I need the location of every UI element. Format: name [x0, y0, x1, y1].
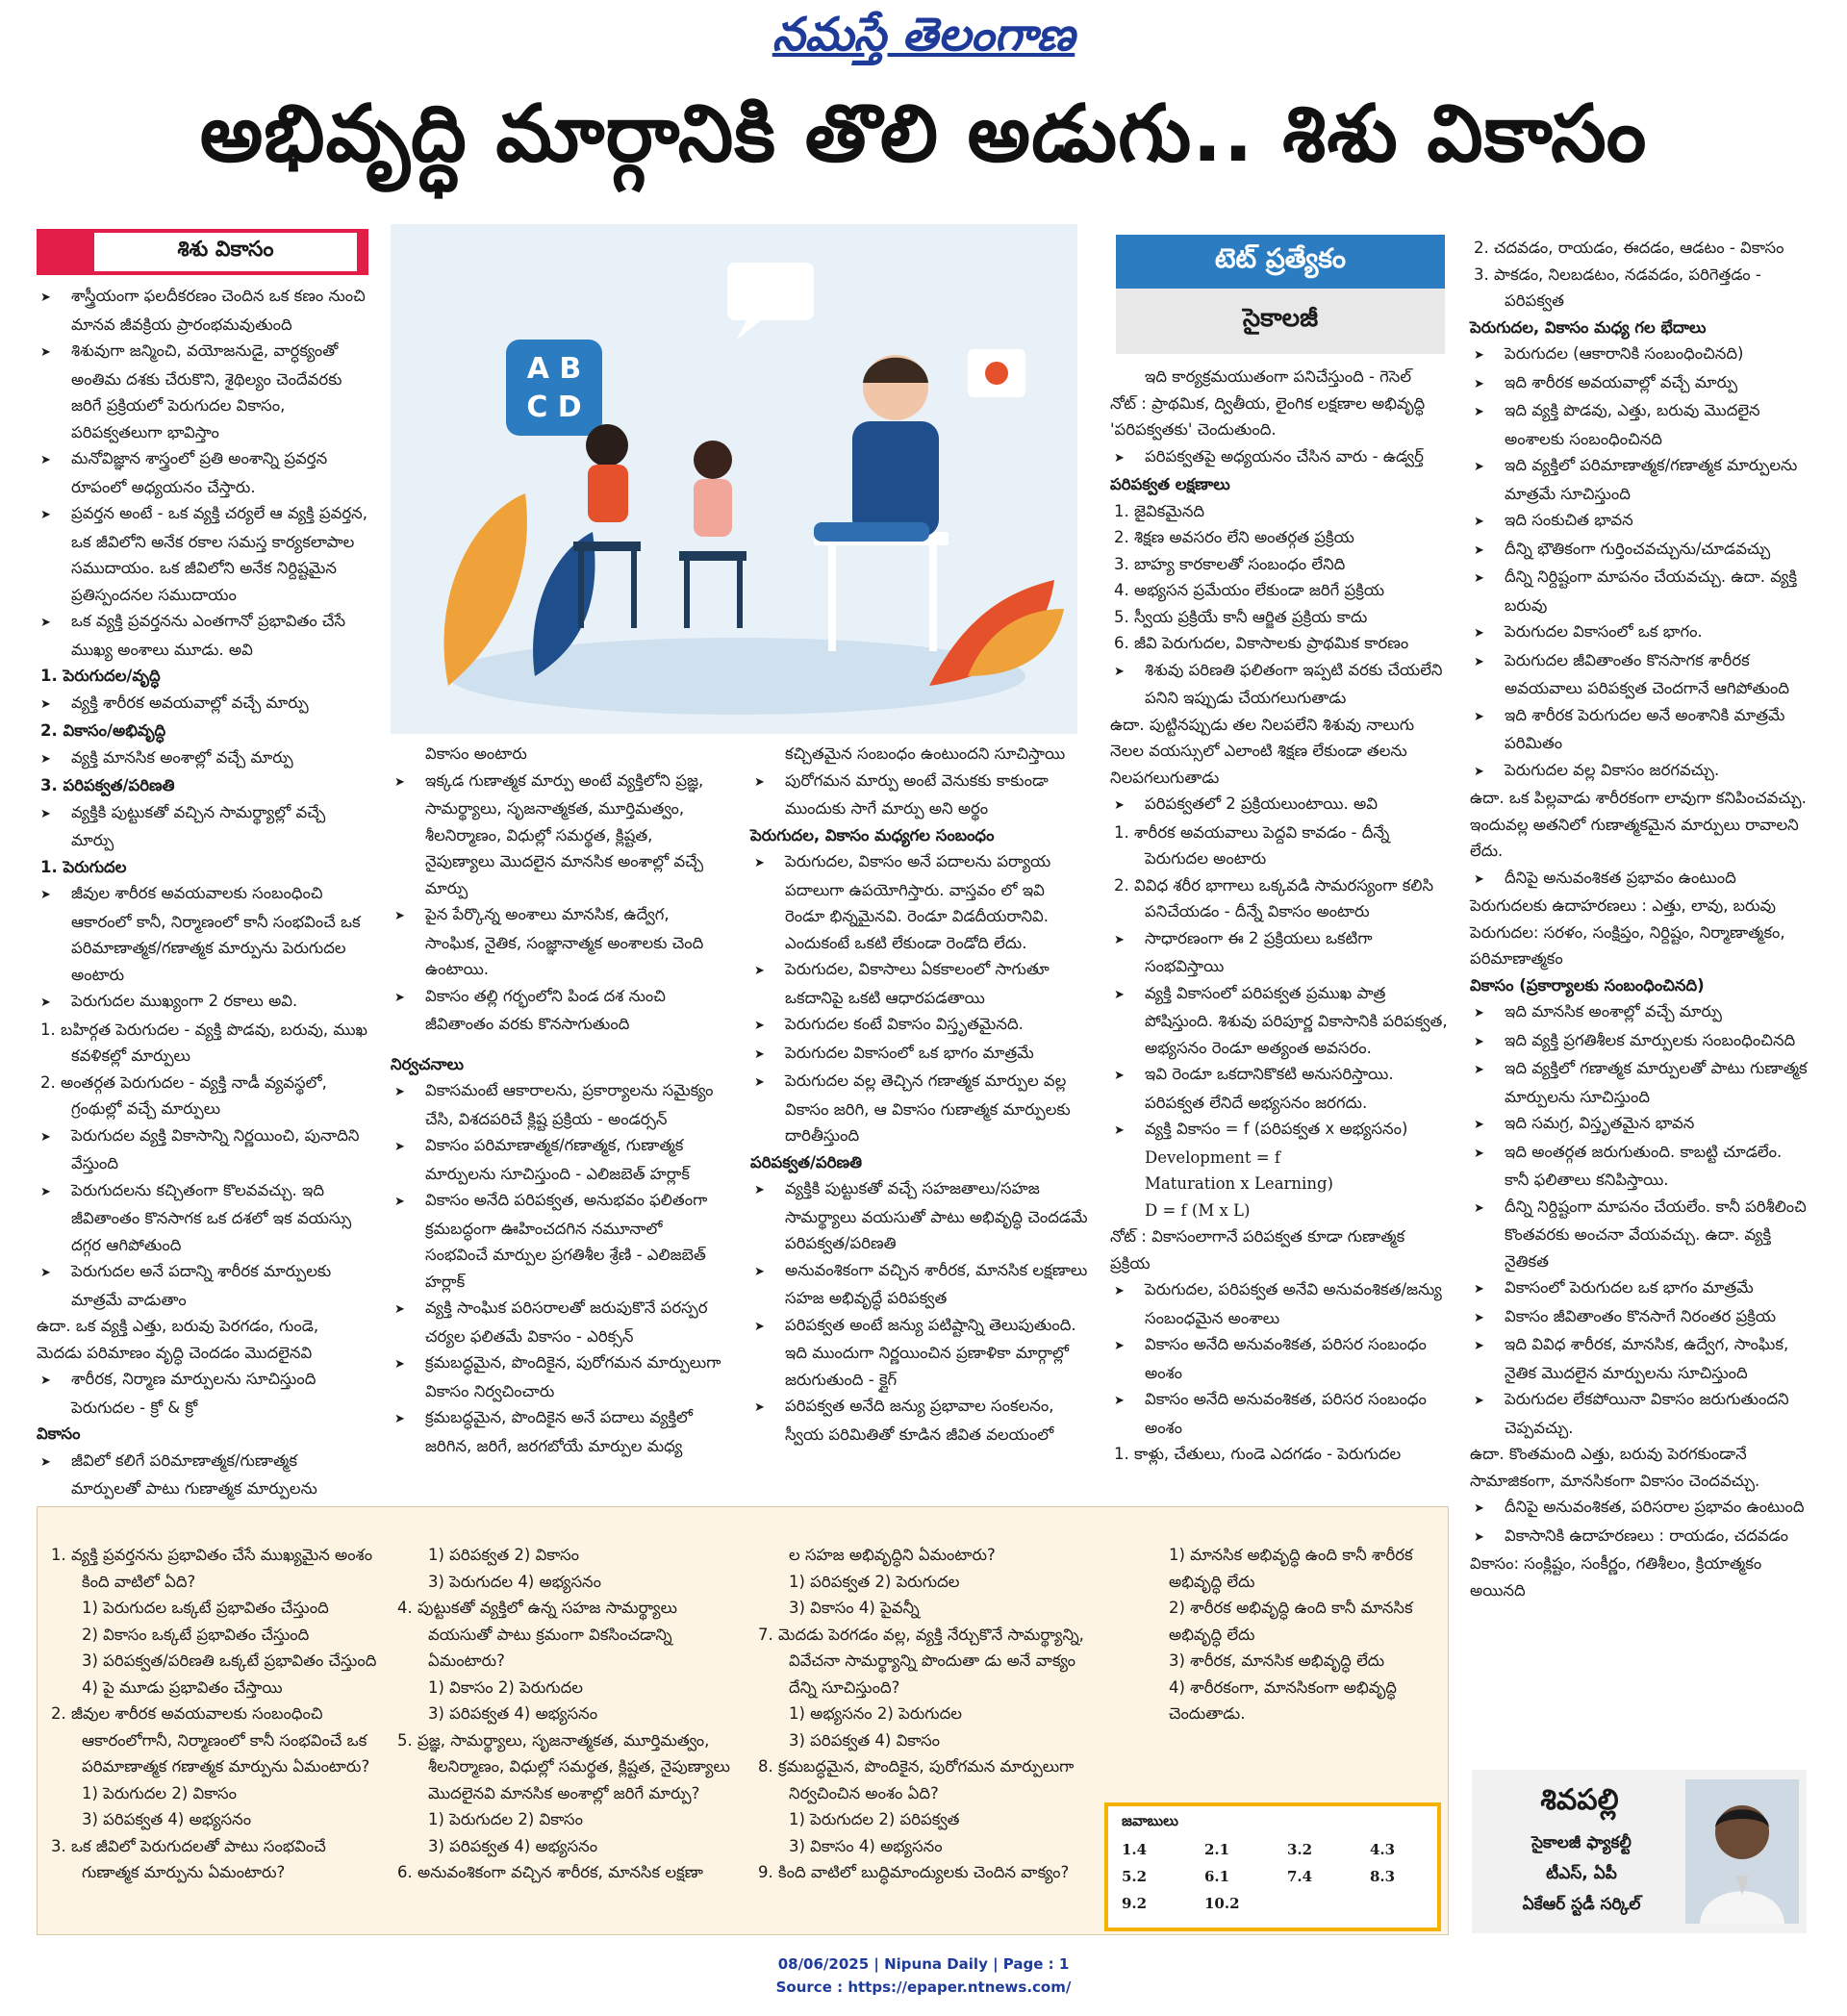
- bullet-item: ➤ ఇది వివిధ శారీరక, మానసిక, ఉద్వేగ, సాంఘిక, నైతిక మొదలైన మార్పులను సూచిస్తుంది: [1470, 1331, 1809, 1386]
- bullet-item: ➤ పెరుగుదల ముఖ్యంగా 2 రకాలు అవి.: [37, 988, 368, 1017]
- bullet-item: ➤ దీన్ని నిర్దిష్టంగా మాపనం చేయలేం. కానీ పరిశీలించి కొంతవరకు అంచనా వేయవచ్చు. ఉదా. వ్యక్తి నైతికత: [1470, 1194, 1809, 1275]
- bullet-item: ➤ ఇది వ్యక్తి ప్రగతిశీలక మార్పులకు సంబంధించినది: [1470, 1027, 1809, 1056]
- bullet-item: ➤ వికాసం తల్లి గర్భంలోని పిండ దశ నుంచి జీవితాంతం వరకు కొనసాగుతుంది: [391, 983, 722, 1038]
- bullet-item: ➤ వికాసం అనేది పరిపక్వత, అనుభవం ఫలితంగా క్రమబద్ధంగా ఊహించదగిన నమూనాలో సంభవించే మార్పుల ప్రగతిశీల శ్రేణి - ఎలిజబెత్ హర్లాక్: [391, 1187, 722, 1295]
- question-text: 2. జీవుల శారీరక అవయవాలకు సంబంధించి ఆకారంలోగానీ, నిర్మాణంలో కానీ సంభవించే ఒక పరిమాణాత్మక గణాత్మక మార్పును ఏమంటారు?: [51, 1704, 370, 1776]
- tet-special-label: టెట్ ప్రత్యేకం: [1116, 235, 1445, 289]
- questions-column-4: [1134, 1542, 1423, 1727]
- question-options: 3) పెరుగుదల 4) అభ్యసనం: [428, 1572, 601, 1591]
- question-text: 1. వ్యక్తి ప్రవర్తనను ప్రభావితం చేసే ముఖ్యమైన అంశం కింది వాటిలో ఏది?: [51, 1546, 373, 1591]
- question-options: 4) పై మూడు ప్రభావితం చేస్తాయి: [82, 1677, 283, 1697]
- questions-column-1: [47, 1542, 379, 1886]
- author-designation: [1481, 1827, 1682, 1920]
- bullet-item: ➤ పెరుగుదల, వికాసం అనే పదాలను పర్యాయ పదాలుగా ఉపయోగిస్తారు. వాస్తవం లో ఇవి రెండూ భిన్నమైనవి. రెండూ విడదీయరానివి. ఎందుకంటే ఒకటి లేకుండా రెండోది లేదు.: [750, 848, 1089, 956]
- bullet-item: ➤ పైన పేర్కొన్న అంశాలు మానసిక, ఉద్వేగ, సాంఘిక, నైతిక, సంజ్ఞానాత్మక అంశాలకు చెంది ఉంటాయి.: [391, 901, 722, 983]
- bullet-item: ➤ ఇది వ్యక్తిలో పరిమాణాత్మక/గణాత్మక మార్పులను మాత్రమే సూచిస్తుంది: [1470, 452, 1809, 507]
- question-options: 1) పెరుగుదల 2) పరిపక్వత: [789, 1810, 960, 1828]
- numbered-item: 2. వికాసం/అభివృద్ధి: [40, 721, 166, 740]
- question-options: 3) శారీరక, మానసిక అభివృద్ధి లేదు: [1169, 1651, 1385, 1670]
- numbered-item: 1. శారీరక అవయవాలు పెద్దవి కావడం - దీన్నే పెరుగుదల అంటారు: [1114, 822, 1390, 868]
- subheading: నిర్వచనాలు: [391, 1054, 465, 1073]
- illustration: [391, 224, 1077, 734]
- formula-line: Maturation x Learning): [1145, 1174, 1333, 1193]
- answer-key-box: [1104, 1802, 1441, 1931]
- numbered-item: 3. పాకడం, నిలబడటం, నడవడం, పరిగెత్తడం - పరిపక్వత: [1474, 265, 1761, 310]
- paragraph: వికాసం: సంక్లిష్టం, సంకీర్ణం, గతిశీలం, క్రియాత్మకం అయినది: [1470, 1554, 1762, 1600]
- article-column-1: [37, 283, 368, 1528]
- bullet-item: ➤ శిశువు పరిణతి ఫలితంగా ఇప్పటి వరకు చేయలేని పనిని ఇప్పుడు చేయగలుగుతాడు: [1110, 657, 1449, 712]
- numbered-item: 1. పెరుగుదల/వృద్ధి: [40, 667, 161, 685]
- continued-text: వికాసం అంటారు: [425, 744, 527, 763]
- bullet-item: ➤ వ్యక్తి సాంఘిక పరిసరాలతో జరుపుకొనే పరస్పర చర్యల ఫలితమే వికాసం - ఎరిక్సన్: [391, 1295, 722, 1349]
- bullet-item: ➤ వికాసానికి ఉదాహరణలు : రాయడం, చదవడం: [1470, 1523, 1809, 1551]
- question-options: 2) శారీరక అభివృద్ధి ఉంది కానీ మానసిక అభివృద్ధి లేదు: [1169, 1599, 1413, 1644]
- answer-item: 7.4: [1287, 1868, 1313, 1885]
- bullet-item: ➤ ఇది అంతర్గత జరుగుతుంది. కాబట్టి చూడలేం. కానీ ఫలితాలు కనిపిస్తాయి.: [1470, 1139, 1809, 1194]
- numbered-item: 1. పెరుగుదల: [40, 857, 127, 876]
- answer-item: 8.3: [1370, 1868, 1396, 1885]
- author-box: [1472, 1770, 1807, 1933]
- question-text: 5. ప్రజ్ఞ, సామర్థ్యాలు, సృజనాత్మకత, మూర్తిమత్వం, శీలనిర్మాణం, విధుల్లో సమర్థత, క్లిష్టత, నైపుణ్యాలు మొదలైనవి మానసిక అంశాల్లో జరిగే మార్పు?: [397, 1730, 730, 1802]
- bullet-item: ➤ దీనిపై అనువంశికత, పరిసరాల ప్రభావం ఉంటుంది: [1470, 1494, 1809, 1523]
- paragraph: ఉదా. ఒక పిల్లవాడు శారీరకంగా లావుగా కనిపించవచ్చు. ఇందువల్ల అతనిలో గుణాత్మకమైన మార్పులు రావాలని లేదు.: [1470, 789, 1807, 860]
- teacher-children-illustration: [391, 224, 1077, 734]
- bullet-item: ➤ వికాసం అనేది అనువంశికత, పరిసర సంబంధం అంశం: [1110, 1331, 1449, 1386]
- bullet-item: ➤ అనువంశికంగా వచ్చిన శారీరక, మానసిక లక్షణాలు సహజ అభివృద్ధే పరిపక్వత: [750, 1257, 1089, 1312]
- subheading: పెరుగుదల, వికాసం మధ్యగల సంబంధం: [750, 825, 995, 844]
- bullet-item: ➤ వికాసం అనేది అనువంశికత, పరిసర సంబంధం అంశం: [1110, 1386, 1449, 1441]
- question-text: 8. క్రమబద్ధమైన, పొందికైన, పురోగమన మార్పులుగా నిర్వచించిన అంశం ఏది?: [758, 1757, 1075, 1802]
- bullet-item: ➤ క్రమబద్ధమైన, పొందికైన, పురోగమన మార్పులుగా వికాసం నిర్వచించారు: [391, 1349, 722, 1404]
- paragraph: పెరుగుదల: సరళం, సంక్షిప్తం, నిర్దిష్టం, నిర్మాణాత్మకం, పరిమాణాత్మకం: [1470, 922, 1785, 968]
- paragraph: ఉదా. పుట్టినప్పుడు తల నిలపలేని శిశువు నాలుగు నెలల వయస్సులో ఎలాంటి శిక్షణ లేకుండా తలను నిలపగలుగుతాడు: [1110, 715, 1415, 787]
- answer-key-title: జవాబులు: [1122, 1812, 1178, 1829]
- question-options: 3) వికాసం 4) పైవన్నీ: [789, 1599, 920, 1617]
- abc-board-line2: C D: [526, 391, 582, 424]
- bullet-item: ➤ పెరుగుదల, వికాసాలు ఏకకాలంలో సాగుతూ ఒకదానిపై ఒకటి ఆధారపడతాయి: [750, 956, 1089, 1011]
- bullet-item: ➤ పెరుగుదల అనే పదాన్ని శారీరక మార్పులకు మాత్రమే వాడుతాం: [37, 1258, 368, 1313]
- bullet-item: ➤ పెరుగుదల జీవితాంతం కొనసాగక శారీరక అవయవాలు పరిపక్వత చెందగానే ఆగిపోతుంది: [1470, 647, 1809, 702]
- bullet-item: ➤ ఇది వ్యక్తిలో గణాత్మక మార్పులతో పాటు గుణాత్మక మార్పులను సూచిస్తుంది: [1470, 1055, 1809, 1110]
- bullet-item: ➤ పెరుగుదల వల్ల తెచ్చిన గణాత్మక మార్పుల వల్ల వికాసం జరిగి, ఆ వికాసం గుణాత్మక మార్పులకు దారితీస్తుంది: [750, 1068, 1089, 1149]
- paragraph: ఉదా. ఒక వ్యక్తి ఎత్తు, బరువు పెరగడం, గుండె, మెదడు పరిమాణం వృద్ధి చెందడం మొదలైనవి: [37, 1317, 319, 1362]
- spacer: [391, 1038, 722, 1051]
- headline: అభివృద్ధి మార్గానికి తొలి అడుగు.. శిశు వికాసం: [199, 88, 1648, 180]
- bullet-item: ➤ పెరుగుదల వల్ల వికాసం జరగవచ్చు.: [1470, 757, 1809, 786]
- paragraph: ఉదా. కొంతమంది ఎత్తు, బరువు పెరగకుండానే సామాజికంగా, మానసికంగా వికాసం చెందవచ్చు.: [1470, 1445, 1760, 1490]
- question-options: 2) వికాసం ఒక్కటే ప్రభావితం చేస్తుంది: [82, 1625, 310, 1644]
- bullet-item: ➤ పెరుగుదల లేకపోయినా వికాసం జరుగుతుందని చెప్పవచ్చు.: [1470, 1386, 1809, 1441]
- author-line2: టీఎస్, ఏపీ: [1546, 1864, 1617, 1883]
- bullet-item: ➤ ఇక్కడ గుణాత్మక మార్పు అంటే వ్యక్తిలోని ప్రజ్ఞ, సామర్థ్యాలు, సృజనాత్మకత, మూర్తిమత్వం, శీలనిర్మాణం, విధుల్లో సమర్థత, క్లిష్టత, నైపుణ్యాలు మొదలైన మానసిక అంశాల్లో వచ్చే మార్పు: [391, 768, 722, 902]
- continued-text: ఇది కార్యక్రమయుతంగా పనిచేస్తుంది - గెసెల్: [1145, 367, 1412, 386]
- paragraph: నోట్ : ప్రాథమిక, ద్వితీయ, లైంగిక లక్షణాల అభివృద్ధి 'పరిపక్వతకు' చెందుతుంది.: [1110, 393, 1426, 439]
- author-photo: [1685, 1779, 1799, 1924]
- footer-date-line: 08/06/2025 | Nipuna Daily | Page : 1: [777, 1955, 1070, 1973]
- numbered-item: 3. బాహ్య కారకాలతో సంబంధం లేనిది: [1114, 554, 1346, 573]
- question-options: 3) పరిపక్వత 4) వికాసం: [789, 1730, 941, 1750]
- question-options: 1) పెరుగుదల ఒక్కటే ప్రభావితం చేస్తుంది: [82, 1599, 329, 1617]
- bullet-item: ➤ ఇది శారీరక అవయవాల్లో వచ్చే మార్పు: [1470, 369, 1809, 398]
- section-label: [37, 229, 368, 275]
- paragraph: పెరుగుదలకు ఉదాహరణలు : ఎత్తు, లావు, బరువు: [1470, 896, 1777, 915]
- question-options: 3) పరిపక్వత/పరిణతి ఒక్కటే ప్రభావితం చేస్తుంది: [82, 1651, 377, 1670]
- bullet-item: ➤ ఒక వ్యక్తి ప్రవర్తనను ఎంతగానో ప్రభావితం చేసే ముఖ్య అంశాలు మూడు. అవి: [37, 608, 368, 663]
- bullet-item: ➤ దీన్ని నిర్దిష్టంగా మాపనం చేయవచ్చు. ఉదా. వ్యక్తి బరువు: [1470, 564, 1809, 618]
- question-options: 3) పరిపక్వత 4) అభ్యసనం: [428, 1836, 598, 1855]
- question-options: 1) మానసిక అభివృద్ధి ఉంది కానీ శారీరక అభివృద్ధి లేదు: [1169, 1546, 1413, 1591]
- formula-line: D = f (M x L): [1145, 1200, 1251, 1220]
- bullet-item: ➤ ఇది శారీరక పెరుగుదల అనే అంశానికి మాత్రమే పరిమితం: [1470, 702, 1809, 757]
- answer-item: 4.3: [1370, 1841, 1396, 1858]
- paragraph: నోట్ : వికాసంలాగానే పరిపక్వత కూడా గుణాత్మక ప్రక్రియ: [1110, 1227, 1405, 1273]
- numbered-item: 2. వివిధ శరీర భాగాలు ఒక్కవడి సామరస్యంగా కలిసి పనిచేయడం - దీన్నే వికాసం అంటారు: [1114, 875, 1434, 920]
- subheading: పరిపక్వత లక్షణాలు: [1110, 475, 1230, 493]
- bullet-item: ➤ వ్యక్తికి పుట్టుకతో వచ్చే సహజతాలు/సహజ సామర్థ్యాలు వయసుతో పాటు అభివృద్ధి చెందడమే పరిపక్వత/పరిణతి: [750, 1175, 1089, 1257]
- numbered-item: 4. అభ్యసన ప్రమేయం లేకుండా జరిగే ప్రక్రియ: [1114, 581, 1385, 599]
- bullet-item: ➤ ఇది వ్యక్తి పొడవు, ఎత్తు, బరువు మొదలైన అంశాలకు సంబంధించినది: [1470, 397, 1809, 452]
- bullet-item: ➤ పెరుగుదల వ్యక్తి వికాసాన్ని నిర్ణయించి, పునాదిని వేస్తుంది: [37, 1122, 368, 1177]
- bullet-item: ➤ మనోవిజ్ఞాన శాస్త్రంలో ప్రతి అంశాన్ని ప్రవర్తన రూపంలో అధ్యయనం చేస్తారు.: [37, 445, 368, 500]
- bullet-item: ➤ వ్యక్తి మానసిక అంశాల్లో వచ్చే మార్పు: [37, 744, 368, 773]
- bullet-item: ➤ పెరుగుదల, పరిపక్వత అనేవి అనువంశికత/జన్యు సంబంధమైన అంశాలు: [1110, 1276, 1449, 1331]
- bullet-item: ➤ శాస్త్రీయంగా ఫలదీకరణం చెందిన ఒక కణం నుంచి మానవ జీవక్రియ ప్రారంభమవుతుంది: [37, 283, 368, 338]
- continued-text: కచ్చితమైన సంబంధం ఉంటుందని సూచిస్తాయి: [785, 744, 1066, 763]
- bullet-item: ➤ ఇది సంకుచిత భావన: [1470, 507, 1809, 536]
- question-text: 3. ఒక జీవిలో పెరుగుదలతో పాటు సంభవించే గుణాత్మక మార్పును ఏమంటారు?: [51, 1836, 326, 1881]
- bullet-item: ➤ ఇవి రెండూ ఒకదానికొకటి అనుసరిస్తాయి. పరిపక్వత లేనిదే అభ్యసనం జరగదు.: [1110, 1061, 1449, 1116]
- bullet-item: ➤ పరిపక్వత అనేది జన్యు ప్రభావాల సంకలనం, స్వీయ పరిమితితో కూడిన జీవిత వలయంలో: [750, 1393, 1089, 1448]
- numbered-item: 2. అంతర్గత పెరుగుదల - వ్యక్తి నాడీ వ్యవస్థలో, గ్రంథుల్లో వచ్చే మార్పులు: [40, 1072, 327, 1118]
- bullet-item: ➤ శారీరక, నిర్మాణ మార్పులను సూచిస్తుంది పెరుగుదల - క్రో & క్రో: [37, 1366, 368, 1421]
- numbered-item: 1. జైవికమైనది: [1114, 501, 1205, 520]
- bullet-item: ➤ వికాసం జీవితాంతం కొనసాగే నిరంతర ప్రక్రియ: [1470, 1303, 1809, 1332]
- question-text: 7. మెదడు పెరగడం వల్ల, వ్యక్తి నేర్చుకొనే సామర్థ్యాన్ని, వివేచనా సామర్థ్యాన్ని పొందుతా డు అనే వాక్యం దేన్ని సూచిస్తుంది?: [758, 1625, 1084, 1697]
- question-options: 1) వికాసం 2) పెరుగుదల: [428, 1677, 583, 1697]
- bullet-item: ➤ పెరుగుదల వికాసంలో ఒక భాగం మాత్రమే: [750, 1040, 1089, 1069]
- numbered-item: 5. స్వీయ ప్రక్రియే కానీ ఆర్జిత ప్రక్రియ కాదు: [1114, 607, 1368, 626]
- bullet-item: ➤ ఇది సమగ్ర, విస్తృతమైన భావన: [1470, 1110, 1809, 1139]
- bullet-item: ➤ వ్యక్తి వికాసం = f (పరిపక్వత x అభ్యసనం): [1110, 1116, 1449, 1145]
- author-name: శివపల్లి: [1540, 1783, 1619, 1817]
- page-footer: [0, 1953, 1847, 1999]
- numbered-item: 1. కాళ్లు, చేతులు, గుండె ఎదగడం - పెరుగుదల: [1114, 1445, 1402, 1463]
- answer-item: 10.2: [1204, 1895, 1240, 1912]
- question-text: 4. పుట్టుకతో వ్యక్తిలో ఉన్న సహజ సామర్థ్యాలు వయసుతో పాటు క్రమంగా వికసించడాన్ని ఏమంటారు?: [397, 1599, 678, 1670]
- bullet-item: ➤ పురోగమన మార్పు అంటే వెనుకకు కాకుండా ముందుకు సాగే మార్పు అని అర్థం: [750, 768, 1089, 822]
- article-column-2: [391, 741, 722, 1459]
- bullet-item: ➤ వికాసమంటే ఆకారాలను, ప్రకార్యాలను సమైక్యం చేసి, విశదపరిచే క్లిష్ట ప్రక్రియ - అండర్సన్: [391, 1077, 722, 1132]
- author-line1: సైకాలజీ ఫ్యాకల్టీ: [1531, 1833, 1632, 1852]
- bullet-item: ➤ పెరుగుదల కంటే వికాసం విస్తృతమైనది.: [750, 1011, 1089, 1040]
- question-options: 3) వికాసం 4) అభ్యసనం: [789, 1836, 943, 1855]
- question-options: 1) పరిపక్వత 2) వికాసం: [428, 1546, 580, 1564]
- subheading: వికాసం (ప్రకార్యాలకు సంబంధించినది): [1470, 975, 1705, 995]
- question-options: 1) అభ్యసనం 2) పెరుగుదల: [789, 1704, 962, 1723]
- answer-item: 3.2: [1287, 1841, 1313, 1858]
- answer-item: 2.1: [1204, 1841, 1230, 1858]
- subheading: పరిపక్వత/పరిణతి: [750, 1152, 863, 1172]
- bullet-item: ➤ సాధారణంగా ఈ 2 ప్రక్రియలు ఒకటిగా సంభవిస్తాయి: [1110, 925, 1449, 980]
- bullet-item: ➤ పెరుగుదల (ఆకారానికి సంబంధించినది): [1470, 340, 1809, 369]
- bullet-item: ➤ వ్యక్తికి పుట్టుకతో వచ్చిన సామర్థ్యాల్లో వచ్చే మార్పు: [37, 799, 368, 854]
- bullet-item: ➤ వ్యక్తి వికాసంలో పరిపక్వత ప్రముఖ పాత్ర పోషిస్తుంది. శిశువు పరిపూర్ణ వికాసానికి పరిపక్వత, అభ్యసనం రెండూ అత్యంత అవసరం.: [1110, 980, 1449, 1062]
- question-text: 6. అనువంశికంగా వచ్చిన శారీరక, మానసిక లక్షణా: [397, 1863, 703, 1881]
- subheading: వికాసం: [37, 1424, 81, 1443]
- author-line3: ఏకేఆర్ స్టడీ సర్కిల్: [1522, 1895, 1641, 1914]
- bullet-item: ➤ పెరుగుదలను కచ్చితంగా కొలవవచ్చు. ఇది జీవితాంతం కొనసాగక ఒక దశలో ఇక వయస్సు దగ్గర ఆగిపోతుంది: [37, 1177, 368, 1259]
- subheading: పెరుగుదల, వికాసం మధ్య గల భేదాలు: [1470, 317, 1707, 337]
- formula-line: Development = f: [1145, 1147, 1280, 1167]
- numbered-item: 2. శిక్షణ అవసరం లేని అంతర్గత ప్రక్రియ: [1114, 528, 1354, 546]
- bullet-item: ➤ దీన్ని భౌతికంగా గుర్తించవచ్చును/చూడవచ్చు: [1470, 536, 1809, 565]
- bullet-item: ➤ వ్యక్తి శారీరక అవయవాల్లో వచ్చే మార్పు: [37, 690, 368, 718]
- numbered-item: 3. పరిపక్వత/పరిణతి: [40, 776, 175, 794]
- question-options: 1) పెరుగుదల 2) వికాసం: [428, 1810, 583, 1828]
- question-options: 3) పరిపక్వత 4) అభ్యసనం: [82, 1810, 252, 1828]
- bullet-item: ➤ దీనిపై అనువంశికత ప్రభావం ఉంటుంది: [1470, 865, 1809, 894]
- question-options: 4) శారీరకంగా, మానసికంగా అభివృద్ధి చెందుతాడు.: [1169, 1677, 1397, 1723]
- answer-item: 5.2: [1122, 1868, 1148, 1885]
- footer-source-line: Source : https://epaper.ntnews.com/: [775, 1978, 1072, 1996]
- bullet-item: ➤ వికాసంలో పెరుగుదల ఒక భాగం మాత్రమే: [1470, 1274, 1809, 1303]
- bullet-item: ➤ పరిపక్వతలో 2 ప్రక్రియలుంటాయి. అవి: [1110, 791, 1449, 819]
- bullet-item: ➤ పరిపక్వత అంటే జన్యు పటిష్టాన్ని తెలుపుతుంది. ఇది ముందుగా నిర్ణయించిన ప్రణాళికా మార్గాల్లో జరుగుతుంది - క్లైగ్: [750, 1312, 1089, 1394]
- bullet-item: ➤ జీవుల శారీరక అవయవాలకు సంబంధించి ఆకారంలో కానీ, నిర్మాణంలో కానీ సంభవించే ఒక పరిమాణాత్మక/గణాత్మక మార్పును పెరుగుదల అంటారు: [37, 880, 368, 988]
- numbered-item: 1. బహిర్గత పెరుగుదల - వ్యక్తి పొడవు, బరువు, ముఖ కవళికల్లో మార్పులు: [40, 1020, 367, 1065]
- bullet-item: ➤ పెరుగుదల వికాసంలో ఒక భాగం.: [1470, 618, 1809, 647]
- bullet-item: ➤ జీవిలో కలిగే పరిమాణాత్మక/గుణాత్మక మార్పులతో పాటు గుణాత్మక మార్పులను: [37, 1448, 368, 1529]
- bullet-item: ➤ శిశువుగా జన్మించి, వయోజనుడై, వార్ధక్యంతో అంతిమ దశకు చేరుకొని, శైథిల్యం చెందేవరకు జరిగే ప్రక్రియలో పెరుగుదల వికాసం, పరిపక్వతలుగా భావిస్తాం: [37, 338, 368, 445]
- answer-item: 9.2: [1122, 1895, 1148, 1912]
- question-options: 1) పరిపక్వత 2) పెరుగుదల: [789, 1572, 960, 1591]
- subject-label: సైకాలజీ: [1116, 289, 1445, 354]
- article-column-5: [1470, 235, 1809, 1603]
- numbered-item: 6. జీవి పెరుగుదల, వికాసాలకు ప్రాథమిక కారణం: [1114, 634, 1409, 652]
- questions-column-2: [393, 1542, 740, 1886]
- article-column-4: [1110, 364, 1449, 1468]
- questions-column-3: [754, 1542, 1096, 1886]
- question-options: ల సహజ అభివృద్ధిని ఏమంటారు?: [789, 1546, 996, 1564]
- section-label-text: శిశు వికాసం: [94, 233, 357, 271]
- bullet-item: ➤ క్రమబద్ధమైన, పొందికైన అనే పదాలు వ్యక్తిలో జరిగిన, జరిగే, జరగబోయే మార్పుల మధ్య: [391, 1404, 722, 1459]
- bullet-item: ➤ పరిపక్వతపై అధ్యయనం చేసిన వారు - ఉడ్వర్త్: [1110, 443, 1449, 472]
- question-options: 1) పెరుగుదల 2) వికాసం: [82, 1783, 237, 1802]
- masthead-logo: నమస్తే తెలంగాణ: [772, 8, 1075, 62]
- answer-item: 6.1: [1204, 1868, 1230, 1885]
- numbered-item: 2. చదవడం, రాయడం, ఈదడం, ఆడటం - వికాసం: [1474, 239, 1784, 257]
- answer-item: 1.4: [1122, 1841, 1148, 1858]
- article-column-3: [750, 741, 1089, 1448]
- question-text: 9. కింది వాటిలో బుద్ధిమాంద్యులకు చెందిన వాక్యం?: [758, 1863, 1070, 1881]
- bullet-item: ➤ వికాసం పరిమాణాత్మక/గణాత్మక, గుణాత్మక మార్పులను సూచిస్తుంది - ఎలిజబెత్ హర్లాక్: [391, 1132, 722, 1187]
- question-options: 3) పరిపక్వత 4) అభ్యసనం: [428, 1704, 598, 1723]
- abc-board-line1: A B: [526, 352, 582, 386]
- bullet-item: ➤ ఇది మానసిక అంశాల్లో వచ్చే మార్పు: [1470, 998, 1809, 1027]
- bullet-item: ➤ ప్రవర్తన అంటే - ఒక వ్యక్తి చర్యలే ఆ వ్యక్తి ప్రవర్తన, ఒక జీవిలోని అనేక రకాల సమస్త కార్యకలాపాల సముదాయం. ఒక జీవిలోని అనేక నిర్దిష్టమైన ప్రతిస్పందనల సముదాయం: [37, 500, 368, 608]
